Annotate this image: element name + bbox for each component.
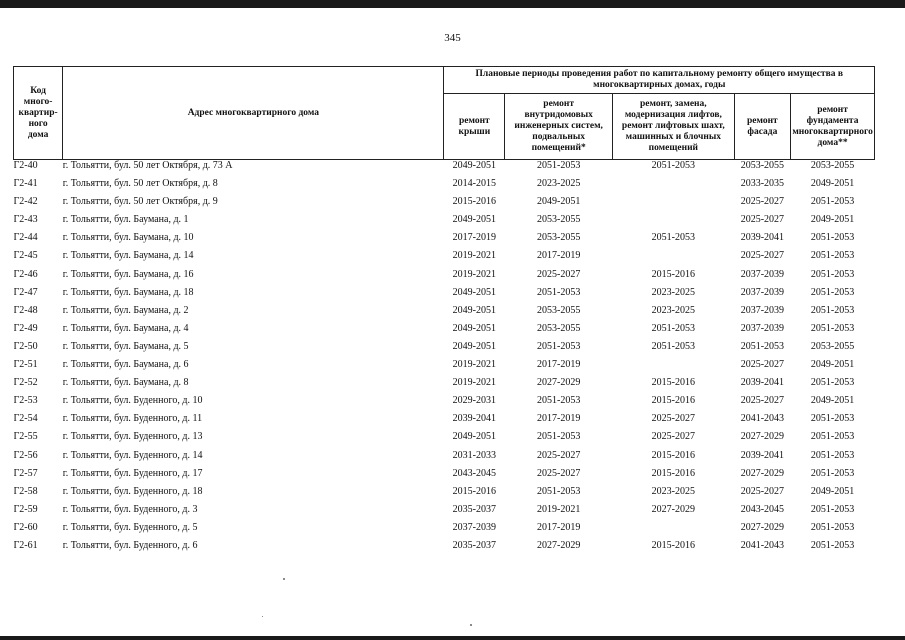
cell-foundation: 2051-2053	[810, 377, 855, 389]
cell-roof: 2049-2051	[452, 431, 497, 443]
cell-roof: 2049-2051	[452, 286, 497, 298]
cell-foundation: 2051-2053	[810, 268, 855, 280]
table-row	[14, 486, 875, 504]
cell-foundation: 2051-2053	[810, 250, 855, 262]
cell-facade: 2027-2029	[740, 431, 785, 443]
cell-systems: 2051-2053	[536, 340, 581, 352]
cell-roof: 2035-2037	[452, 539, 497, 551]
cell-foundation: 2051-2053	[810, 467, 855, 479]
cell-lifts: 2051-2053	[651, 160, 696, 171]
cell-facade: 2037-2039	[740, 322, 785, 334]
cell-address: г. Тольятти, бул. Баумана, д. 16	[62, 268, 194, 280]
cell-lifts: 2025-2027	[651, 431, 696, 443]
cell-code: Г2-48	[13, 304, 38, 316]
cell-code: Г2-41	[13, 178, 38, 190]
cell-lifts	[613, 196, 735, 214]
cell-facade: 2039-2041	[740, 449, 785, 461]
cell-roof: 2049-2051	[452, 304, 497, 316]
header-systems: ремонт внутридомовых инженерных систем, подвальных помещений*	[505, 94, 613, 160]
cell-address: г. Тольятти, бул. Буденного, д. 14	[62, 449, 203, 461]
cell-facade: 2037-2039	[740, 304, 785, 316]
cell-roof: 2049-2051	[452, 340, 497, 352]
cell-lifts: 2015-2016	[651, 449, 696, 461]
cell-address: г. Тольятти, бул. 50 лет Октября, д. 73 А	[62, 160, 233, 171]
cell-facade: 2037-2039	[740, 286, 785, 298]
cell-systems: 2027-2029	[536, 539, 581, 551]
cell-systems: 2025-2027	[536, 268, 581, 280]
cell-lifts: 2027-2029	[651, 503, 696, 515]
cell-foundation: 2049-2051	[810, 359, 855, 371]
cell-address: г. Тольятти, бул. Баумана, д. 1	[62, 214, 189, 226]
table-row	[14, 450, 875, 468]
cell-systems: 2019-2021	[536, 503, 581, 515]
cell-systems: 2025-2027	[536, 449, 581, 461]
cell-systems: 2017-2019	[536, 413, 581, 425]
cell-foundation: 2049-2051	[810, 395, 855, 407]
cell-address: г. Тольятти, бул. Буденного, д. 6	[62, 539, 198, 551]
cell-code: Г2-58	[13, 485, 38, 497]
cell-facade: 2025-2027	[740, 250, 785, 262]
cell-systems: 2051-2053	[536, 286, 581, 298]
cell-facade: 2025-2027	[740, 359, 785, 371]
cell-code: Г2-50	[13, 340, 38, 352]
table-row	[14, 178, 875, 196]
cell-address: г. Тольятти, бул. Баумана, д. 14	[62, 250, 194, 262]
header-roof: ремонт крыши	[444, 94, 505, 160]
cell-systems: 2017-2019	[536, 250, 581, 262]
cell-systems: 2017-2019	[536, 359, 581, 371]
cell-roof: 2015-2016	[452, 196, 497, 208]
top-edge-rule	[0, 0, 905, 8]
cell-code: Г2-44	[13, 232, 38, 244]
cell-roof: 2043-2045	[452, 467, 497, 479]
scan-speck	[283, 578, 285, 580]
cell-code: Г2-45	[13, 250, 38, 262]
cell-address: г. Тольятти, бул. Буденного, д. 10	[62, 395, 203, 407]
scan-speck	[262, 616, 263, 617]
table-row	[14, 341, 875, 359]
cell-foundation: 2053-2055	[810, 160, 855, 171]
cell-lifts	[613, 522, 735, 540]
cell-code: Г2-59	[13, 503, 38, 515]
cell-systems: 2051-2053	[536, 395, 581, 407]
cell-code: Г2-47	[13, 286, 38, 298]
cell-systems: 2053-2055	[536, 322, 581, 334]
cell-facade: 2025-2027	[740, 485, 785, 497]
table-row	[14, 232, 875, 250]
cell-code: Г2-53	[13, 395, 38, 407]
cell-address: г. Тольятти, бул. Буденного, д. 11	[62, 413, 203, 425]
table-row	[14, 540, 875, 558]
header-facade: ремонт фасада	[734, 94, 791, 160]
cell-address: г. Тольятти, бул. 50 лет Октября, д. 8	[62, 178, 218, 190]
header-periods-title: Плановые периоды проведения работ по капитальному ремонту общего имущества в многоквартирных домах, годы	[444, 67, 875, 94]
table-row	[14, 395, 875, 413]
cell-roof: 2049-2051	[452, 322, 497, 334]
cell-roof: 2037-2039	[452, 521, 497, 533]
cell-foundation: 2051-2053	[810, 431, 855, 443]
cell-foundation: 2053-2055	[810, 340, 855, 352]
cell-roof: 2031-2033	[452, 449, 497, 461]
cell-roof: 2035-2037	[452, 503, 497, 515]
table-row	[14, 413, 875, 431]
cell-foundation: 2049-2051	[810, 214, 855, 226]
cell-roof: 2019-2021	[452, 268, 497, 280]
table-row	[14, 359, 875, 377]
cell-facade: 2041-2043	[740, 539, 785, 551]
cell-code: Г2-54	[13, 413, 38, 425]
cell-foundation: 2049-2051	[810, 485, 855, 497]
cell-address: г. Тольятти, бул. Буденного, д. 18	[62, 485, 203, 497]
table-row	[14, 305, 875, 323]
cell-foundation: 2051-2053	[810, 413, 855, 425]
header-foundation: ремонт фундамента многоквартирного дома**	[791, 94, 875, 160]
table-row	[14, 196, 875, 214]
table-row	[14, 287, 875, 305]
cell-systems: 2017-2019	[536, 521, 581, 533]
cell-address: г. Тольятти, бул. Баумана, д. 18	[62, 286, 194, 298]
cell-code: Г2-51	[13, 359, 38, 371]
table-row	[14, 269, 875, 287]
cell-foundation: 2051-2053	[810, 503, 855, 515]
cell-lifts: 2023-2025	[651, 304, 696, 316]
cell-roof: 2019-2021	[452, 359, 497, 371]
cell-facade: 2025-2027	[740, 196, 785, 208]
cell-address: г. Тольятти, бул. Баумана, д. 8	[62, 377, 189, 389]
cell-address: г. Тольятти, бул. Баумана, д. 5	[62, 340, 189, 352]
cell-lifts: 2025-2027	[651, 413, 696, 425]
cell-facade: 2039-2041	[740, 232, 785, 244]
cell-systems: 2053-2055	[536, 304, 581, 316]
table-row	[14, 431, 875, 449]
cell-facade: 2039-2041	[740, 377, 785, 389]
cell-lifts: 2051-2053	[651, 232, 696, 244]
cell-facade: 2043-2045	[740, 503, 785, 515]
cell-facade: 2053-2055	[740, 160, 785, 171]
cell-code: Г2-42	[13, 196, 38, 208]
table-row	[14, 522, 875, 540]
cell-roof: 2017-2019	[452, 232, 497, 244]
cell-lifts: 2015-2016	[651, 539, 696, 551]
cell-lifts: 2015-2016	[651, 377, 696, 389]
cell-foundation: 2051-2053	[810, 322, 855, 334]
cell-address: г. Тольятти, бул. Буденного, д. 13	[62, 431, 203, 443]
cell-code: Г2-56	[13, 449, 38, 461]
cell-systems: 2051-2053	[536, 485, 581, 497]
cell-systems: 2053-2055	[536, 214, 581, 226]
cell-code: Г2-57	[13, 467, 38, 479]
cell-code: Г2-46	[13, 268, 38, 280]
header-lifts: ремонт, замена, модернизация лифтов, ремонт лифтовых шахт, машинных и блочных помещений	[613, 94, 735, 160]
cell-code: Г2-55	[13, 431, 38, 443]
cell-facade: 2027-2029	[740, 467, 785, 479]
cell-facade: 2027-2029	[740, 521, 785, 533]
cell-address: г. Тольятти, бул. Буденного, д. 3	[62, 503, 198, 515]
header-address: Адрес многоквартирного дома	[63, 67, 444, 160]
cell-roof: 2014-2015	[452, 178, 497, 190]
cell-roof: 2015-2016	[452, 485, 497, 497]
cell-roof: 2049-2051	[452, 160, 497, 171]
table-row	[14, 214, 875, 232]
cell-code: Г2-60	[13, 521, 38, 533]
capital-repair-table	[13, 66, 875, 558]
cell-roof: 2039-2041	[452, 413, 497, 425]
cell-lifts: 2051-2053	[651, 322, 696, 334]
cell-lifts	[613, 178, 735, 196]
cell-lifts: 2015-2016	[651, 395, 696, 407]
cell-lifts: 2023-2025	[651, 286, 696, 298]
cell-systems: 2023-2025	[536, 178, 581, 190]
cell-code: Г2-43	[13, 214, 38, 226]
cell-lifts	[613, 359, 735, 377]
table-row	[14, 504, 875, 522]
cell-lifts: 2015-2016	[651, 467, 696, 479]
table-row	[14, 323, 875, 341]
cell-lifts: 2023-2025	[651, 485, 696, 497]
cell-facade: 2051-2053	[740, 340, 785, 352]
cell-systems: 2049-2051	[536, 196, 581, 208]
cell-foundation: 2051-2053	[810, 521, 855, 533]
table-row	[14, 250, 875, 268]
cell-address: г. Тольятти, бул. Буденного, д. 5	[62, 521, 198, 533]
cell-foundation: 2051-2053	[810, 286, 855, 298]
cell-foundation: 2051-2053	[810, 449, 855, 461]
cell-address: г. Тольятти, бул. Баумана, д. 10	[62, 232, 194, 244]
cell-lifts: 2015-2016	[651, 268, 696, 280]
cell-facade: 2025-2027	[740, 395, 785, 407]
cell-lifts: 2051-2053	[651, 340, 696, 352]
cell-foundation: 2051-2053	[810, 232, 855, 244]
cell-lifts	[613, 250, 735, 268]
table-row	[14, 160, 875, 179]
cell-address: г. Тольятти, бул. Буденного, д. 17	[62, 467, 203, 479]
cell-facade: 2033-2035	[740, 178, 785, 190]
cell-address: г. Тольятти, бул. Баумана, д. 4	[62, 322, 189, 334]
cell-roof: 2019-2021	[452, 250, 497, 262]
bottom-edge-rule	[0, 636, 905, 640]
cell-lifts	[613, 214, 735, 232]
cell-address: г. Тольятти, бул. Баумана, д. 6	[62, 359, 189, 371]
cell-foundation: 2049-2051	[810, 178, 855, 190]
cell-address: г. Тольятти, бул. 50 лет Октября, д. 9	[62, 196, 218, 208]
cell-systems: 2051-2053	[536, 431, 581, 443]
cell-systems: 2027-2029	[536, 377, 581, 389]
cell-code: Г2-49	[13, 322, 38, 334]
table-row	[14, 468, 875, 486]
scan-speck	[470, 624, 472, 626]
cell-foundation: 2051-2053	[810, 196, 855, 208]
cell-foundation: 2051-2053	[810, 304, 855, 316]
cell-facade: 2041-2043	[740, 413, 785, 425]
cell-code: Г2-61	[13, 539, 38, 551]
cell-roof: 2019-2021	[452, 377, 497, 389]
cell-code: Г2-40	[13, 160, 38, 171]
table-row	[14, 377, 875, 395]
cell-facade: 2025-2027	[740, 214, 785, 226]
header-code: Код много- квартир- ного дома	[14, 67, 63, 160]
cell-systems: 2051-2053	[536, 160, 581, 171]
cell-foundation: 2051-2053	[810, 539, 855, 551]
page-number: 345	[444, 32, 461, 44]
cell-roof: 2049-2051	[452, 214, 497, 226]
cell-address: г. Тольятти, бул. Баумана, д. 2	[62, 304, 189, 316]
cell-facade: 2037-2039	[740, 268, 785, 280]
cell-systems: 2025-2027	[536, 467, 581, 479]
cell-code: Г2-52	[13, 377, 38, 389]
cell-roof: 2029-2031	[452, 395, 497, 407]
cell-systems: 2053-2055	[536, 232, 581, 244]
